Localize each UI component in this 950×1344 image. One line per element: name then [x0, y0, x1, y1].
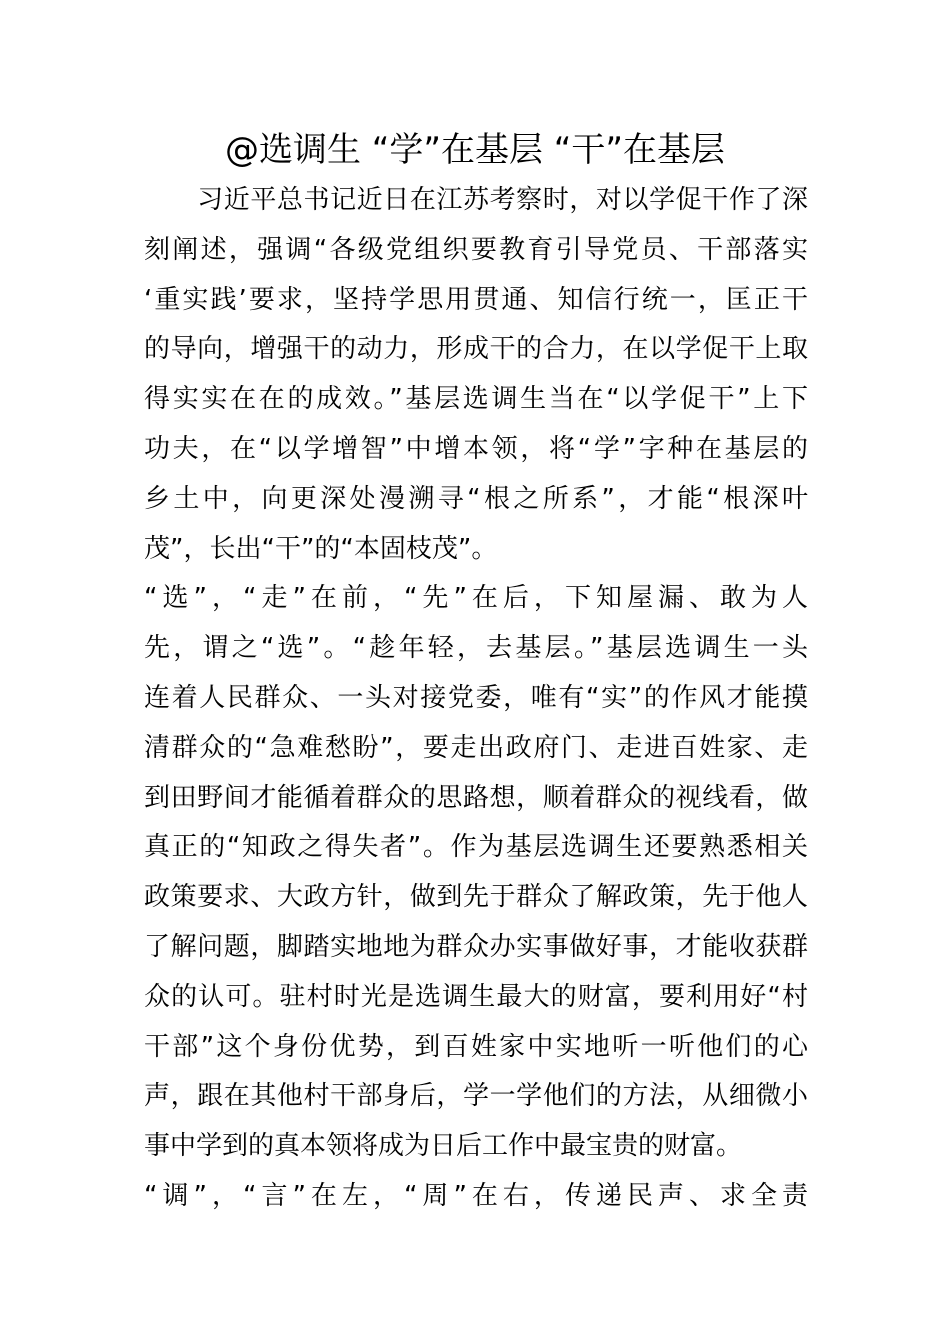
- body-line: 茂”，长出“干”的“本固枝茂”。: [144, 533, 498, 564]
- body-line: 众的认可。驻村时光是选调生最大的财富，要利用好“村: [144, 981, 808, 1012]
- body-line: 了解问题，脚踏实地地为群众办实事做好事，才能收获群: [144, 931, 808, 962]
- body-line: 刻阐述，强调“各级党组织要教育引导党员、干部落实: [144, 234, 808, 265]
- document-title: @选调生 “学”在基层 “干”在基层: [224, 130, 726, 170]
- body-line: “调”，“言”在左，“周”在右，传递民声、求全责: [144, 1180, 808, 1211]
- body-line: 真正的“知政之得失者”。作为基层选调生还要熟悉相关: [144, 832, 808, 863]
- body-line: 声，跟在其他村干部身后，学一学他们的方法，从细微小: [144, 1081, 808, 1112]
- body-line: 清群众的“急难愁盼”，要走出政府门、走进百姓家、走: [144, 732, 808, 763]
- body-line: 功夫，在“以学增智”中增本领，将“学”字种在基层的: [144, 433, 808, 464]
- body-line: ‘重实践’要求，坚持学思用贯通、知信行统一，匡正干: [144, 284, 808, 315]
- body-line: 得实实在在的成效。”基层选调生当在“以学促干”上下: [144, 384, 808, 415]
- document-body: [144, 176, 808, 1222]
- body-line: 事中学到的真本领将成为日后工作中最宝贵的财富。: [144, 1131, 743, 1162]
- body-line: 干部”这个身份优势，到百姓家中实地听一听他们的心: [144, 1031, 808, 1062]
- body-line: “选”，“走”在前，“先”在后，下知屋漏、敢为人: [144, 583, 808, 614]
- body-line: 到田野间才能循着群众的思路想，顺着群众的视线看，做: [144, 782, 808, 813]
- body-line: 连着人民群众、一头对接党委，唯有“实”的作风才能摸: [144, 682, 808, 713]
- body-line: 先，谓之“选”。“趁年轻，去基层。”基层选调生一头: [144, 633, 808, 664]
- body-line: 习近平总书记近日在江苏考察时，对以学促干作了深: [144, 185, 808, 215]
- body-line: 政策要求、大政方针，做到先于群众了解政策，先于他人: [144, 882, 808, 913]
- body-line: 的导向，增强干的动力，形成干的合力，在以学促干上取: [144, 334, 808, 365]
- body-line: 乡土中，向更深处漫溯寻“根之所系”，才能“根深叶: [144, 483, 808, 514]
